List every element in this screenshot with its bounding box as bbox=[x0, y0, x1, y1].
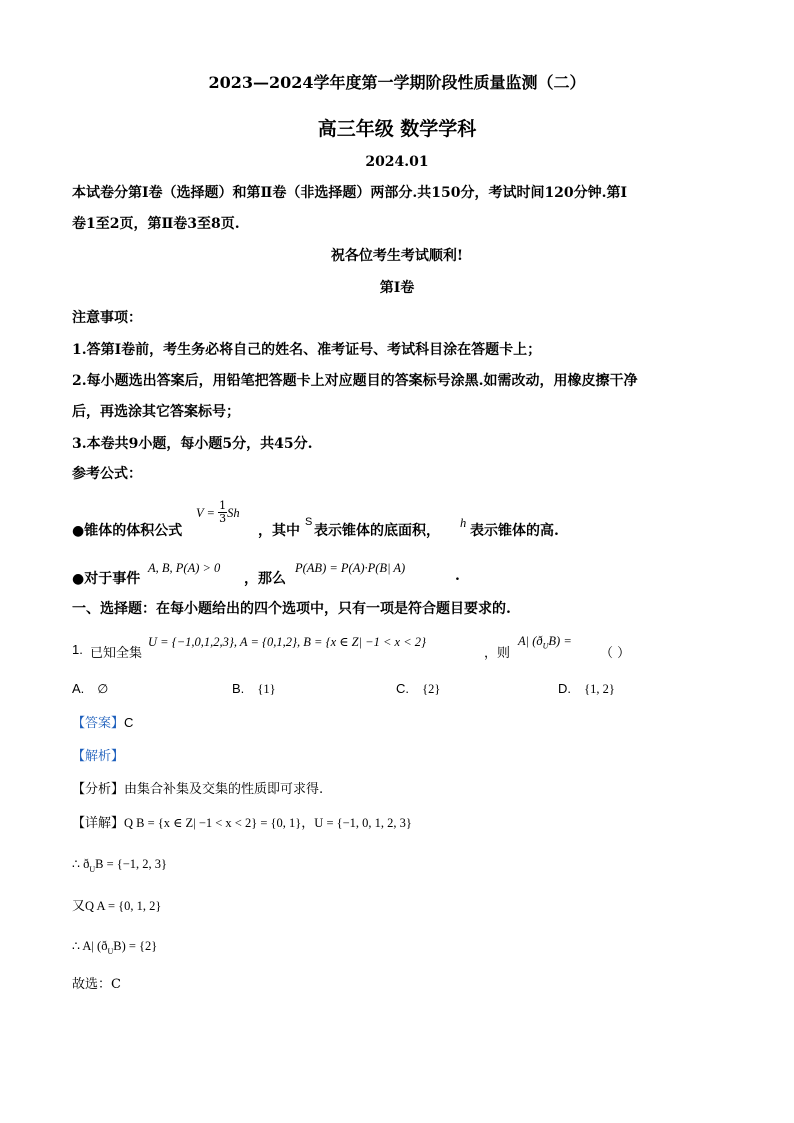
intro-line-1: 本试卷分第Ⅰ卷（选择题）和第Ⅱ卷（非选择题）两部分.共150分，考试时间120分钟.第Ⅰ bbox=[72, 185, 628, 201]
step-complement: ∴ $ð_UB = \{-1$, 2, 3} bbox=[72, 857, 168, 875]
detail-set-u: U = {−1, 0, 1, 2, 3} bbox=[314, 816, 412, 830]
formulas-heading: 参考公式： bbox=[72, 466, 142, 482]
final-choice: 故选：C bbox=[72, 977, 121, 992]
note-item-3: 3.本卷共9小题，每小题5分，共45分. bbox=[72, 436, 313, 452]
event-condition: A, B, P(A) > 0 bbox=[148, 561, 221, 575]
analysis-label: 【解析】 bbox=[72, 749, 125, 764]
option-a[interactable]: A. ∅ bbox=[72, 681, 109, 696]
note-item-2a: 2.每小题选出答案后，用铅笔把答题卡上对应题目的答案标号涂黑.如需改动，用橡皮擦干净 bbox=[72, 373, 638, 389]
question-stem-mid: ，则 bbox=[484, 646, 511, 661]
detail-label: 【详解】 bbox=[72, 816, 125, 831]
fenxi-label: 【分析】 bbox=[72, 782, 125, 797]
options-row bbox=[72, 676, 672, 696]
option-b[interactable]: B. {1} bbox=[232, 681, 276, 696]
fenxi-text: 由集合补集及交集的性质即可求得. bbox=[124, 782, 324, 797]
exam-subtitle: 高三年级 数学学科 bbox=[317, 118, 477, 140]
answer-line bbox=[72, 712, 133, 731]
exam-title: 2023—2024学年度第一学期阶段性质量监测（二） bbox=[208, 73, 586, 92]
step-intersection: ∴ A| $(ð_UB) = \{2\}$ bbox=[72, 939, 158, 957]
volume-sh: Sh bbox=[227, 506, 240, 520]
step-set-a: 又Q A = {0, 1, 2} bbox=[72, 899, 162, 914]
formula-1-prefix: ●锥体的体积公式 bbox=[72, 523, 183, 539]
note-item-2b: 后，再选涂其它答案标号； bbox=[72, 404, 240, 420]
formula-1-mid: ，其中 bbox=[258, 523, 300, 539]
formula-2-end: . bbox=[455, 568, 460, 584]
detail-set-b: Q B = {x ∈ Z| −1 < x < 2} = {0, 1} bbox=[124, 816, 302, 830]
notes-heading: 注意事项： bbox=[72, 310, 142, 326]
formula-2-mid: ，那么 bbox=[244, 571, 286, 587]
exam-date: 2024.01 bbox=[365, 154, 429, 170]
answer-value: C bbox=[124, 715, 134, 730]
intro-line-2: 卷1至2页，第Ⅱ卷3至8页. bbox=[72, 216, 240, 232]
option-d[interactable]: D. {1, 2} bbox=[558, 681, 615, 696]
note-item-1: 1.答第Ⅰ卷前，考生务必将自己的姓名、准考证号、考试科目涂在答题卡上； bbox=[72, 342, 542, 358]
formula-2-prefix: ●对于事件 bbox=[72, 571, 141, 587]
one-third-fraction: $\frac{1}{3}$ bbox=[219, 499, 227, 525]
volume-lhs: V = bbox=[196, 506, 219, 520]
question-stem-pre: 已知全集 bbox=[90, 646, 143, 661]
question-number: 1. bbox=[72, 642, 83, 657]
section-heading: 一、选择题：在每小题给出的四个选项中，只有一项是符合题目要求的. bbox=[72, 601, 511, 617]
fenxi-line bbox=[72, 778, 323, 797]
multiplication-rule: P(AB) = P(A)·P(B| A) bbox=[295, 561, 406, 575]
formula-1-mid2: 表示锥体的底面积， bbox=[314, 523, 440, 539]
question-expression: A| $(ð_UB)$ = bbox=[518, 634, 572, 651]
answer-label: 【答案】 bbox=[72, 716, 125, 731]
detail-line bbox=[72, 812, 412, 831]
symbol-s: S bbox=[305, 516, 313, 528]
answer-blank: （ ） bbox=[600, 646, 631, 661]
formula-1-end: 表示锥体的高. bbox=[470, 523, 559, 539]
symbol-h: h bbox=[460, 516, 467, 530]
volume-formula bbox=[196, 500, 240, 525]
question-sets: U = {−1,0,1,2,3}, A = {0,1,2}, B = {x ∈ Z| −1 < x < 2} bbox=[148, 635, 426, 649]
option-c[interactable]: C. {2} bbox=[396, 681, 441, 696]
wish-text: 祝各位考生考试顺利! bbox=[330, 248, 464, 264]
detail-separator: ， bbox=[301, 816, 315, 831]
part-heading: 第Ⅰ卷 bbox=[379, 280, 415, 296]
